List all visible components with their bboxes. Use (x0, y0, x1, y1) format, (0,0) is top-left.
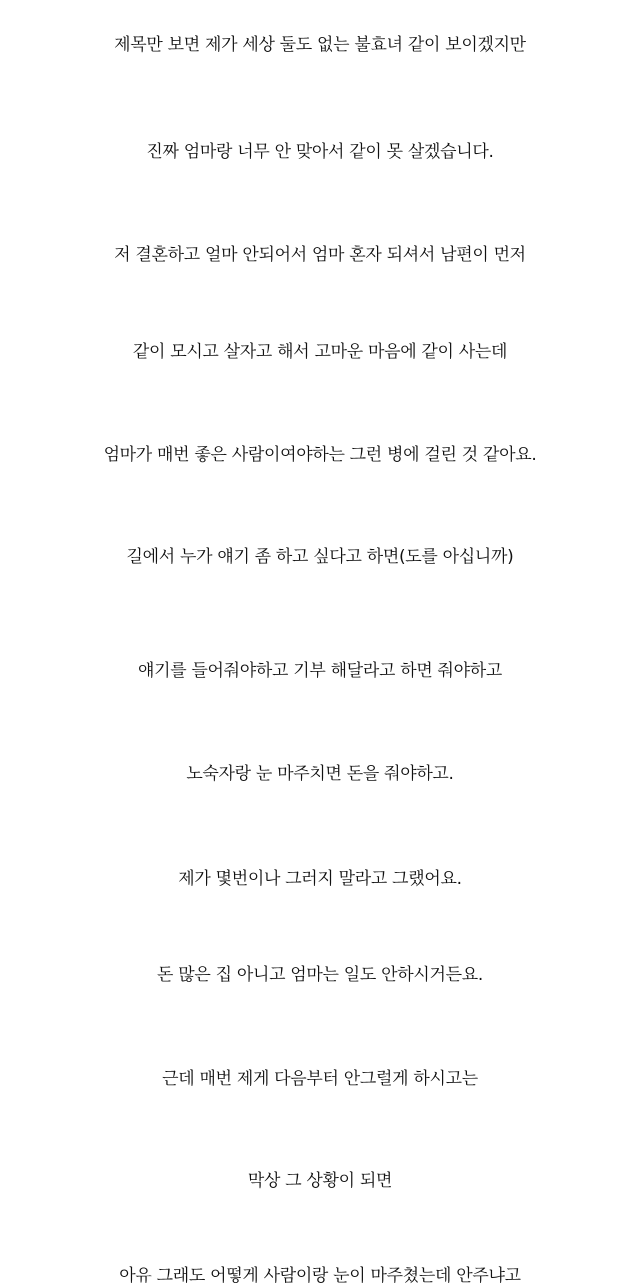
text-line: 저 결혼하고 얼마 안되어서 엄마 혼자 되셔서 남편이 먼저 (114, 245, 526, 265)
text-line: 엄마가 매번 좋은 사람이여야하는 그런 병에 걸린 것 같아요. (103, 445, 537, 465)
text-line: 근데 매번 제게 다음부터 안그럴게 하시고는 (162, 1069, 478, 1089)
text-line: 길에서 누가 얘기 좀 하고 싶다고 하면(도를 아십니까) (126, 547, 514, 567)
text-line: 진짜 엄마랑 너무 안 맞아서 같이 못 살겠습니다. (146, 142, 494, 162)
text-line: 같이 모시고 살자고 해서 고마운 마음에 같이 사는데 (132, 342, 508, 362)
text-line: 막상 그 상황이 되면 (247, 1171, 393, 1191)
text-line: 아유 그래도 어떻게 사람이랑 눈이 마주쳤는데 안주냐고 (119, 1266, 521, 1286)
text-line: 제가 몇번이나 그러지 말라고 그랬어요. (178, 869, 462, 889)
text-line: 제목만 보면 제가 세상 둘도 없는 불효녀 같이 보이겠지만 (114, 35, 526, 55)
text-line: 얘기를 들어줘야하고 기부 해달라고 하면 줘야하고 (137, 661, 503, 681)
text-line: 노숙자랑 눈 마주치면 돈을 줘야하고. (186, 764, 454, 784)
text-line: 돈 많은 집 아니고 엄마는 일도 안하시거든요. (157, 965, 483, 985)
